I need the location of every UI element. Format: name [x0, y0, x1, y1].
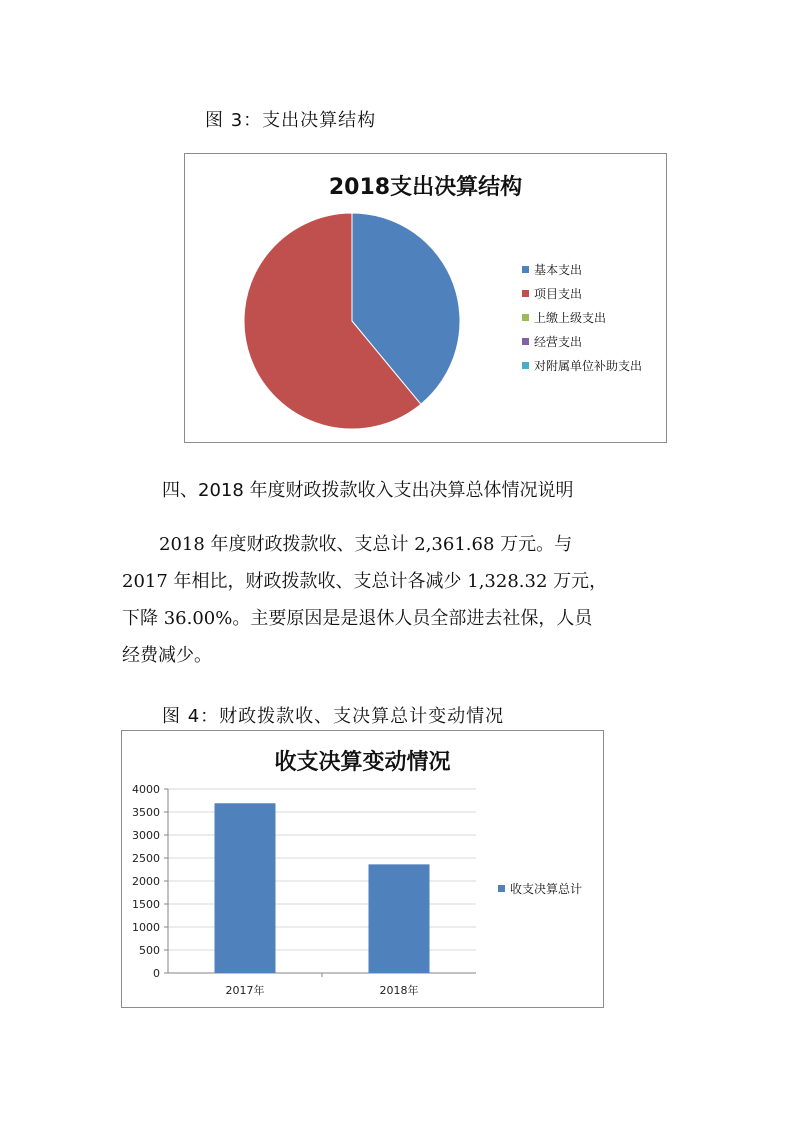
pie-legend: [522, 257, 642, 377]
pie-legend-item: [522, 281, 642, 305]
paragraph-line: 2018 年度财政拨款收、支总计 2,361.68 万元。与: [159, 534, 573, 555]
paragraph-line: 2017 年相比，财政拨款收、支总计各减少 1,328.32 万元，: [122, 571, 608, 592]
y-tick-label: 2000: [132, 875, 160, 888]
legend-swatch: [522, 266, 529, 273]
legend-swatch: [522, 338, 529, 345]
pie-chart-frame: [184, 153, 667, 443]
legend-swatch: [522, 290, 529, 297]
legend-label: 项目支出: [534, 286, 583, 301]
legend-label: 经营支出: [534, 334, 583, 349]
pie-legend-item: [522, 353, 642, 377]
bar-chart: [122, 731, 605, 1009]
y-tick-label: 3500: [132, 806, 160, 819]
legend-label: 对附属单位补助支出: [534, 358, 643, 373]
figure3-caption: 图 3：支出决算结构: [205, 110, 377, 131]
paragraph-line: 经费减少。: [122, 645, 212, 666]
x-tick-label: 2017年: [225, 984, 265, 997]
legend-swatch: [522, 362, 529, 369]
y-tick-label: 3000: [132, 829, 160, 842]
body-paragraph: [122, 526, 682, 674]
bar-legend: [498, 876, 582, 900]
bar: [369, 864, 430, 973]
y-tick-label: 1500: [132, 898, 160, 911]
legend-swatch: [522, 314, 529, 321]
bar-chart-frame: [121, 730, 604, 1008]
legend-swatch: [498, 885, 505, 892]
bar-legend-item: [498, 876, 582, 900]
pie-legend-item: [522, 257, 642, 281]
figure4-caption: 图 4：财政拨款收、支决算总计变动情况: [162, 706, 505, 727]
y-tick-label: 2500: [132, 852, 160, 865]
section-heading: 四、2018 年度财政拨款收入支出决算总体情况说明: [162, 480, 574, 501]
y-tick-label: 4000: [132, 783, 160, 796]
bar: [215, 803, 276, 973]
pie-legend-item: [522, 329, 642, 353]
y-tick-label: 500: [139, 944, 160, 957]
bar-chart-title: 收支决算变动情况: [274, 750, 451, 775]
y-tick-label: 1000: [132, 921, 160, 934]
x-tick-label: 2018年: [379, 984, 419, 997]
pie-legend-item: [522, 305, 642, 329]
legend-label: 基本支出: [534, 262, 583, 277]
paragraph-line: 下降 36.00%。主要原因是是退休人员全部进去社保，人员: [122, 608, 593, 629]
legend-label: 收支决算总计: [510, 881, 583, 896]
y-tick-label: 0: [153, 967, 160, 980]
legend-label: 上缴上级支出: [534, 310, 607, 325]
pie-chart-title: 2018支出决算结构: [328, 175, 523, 200]
